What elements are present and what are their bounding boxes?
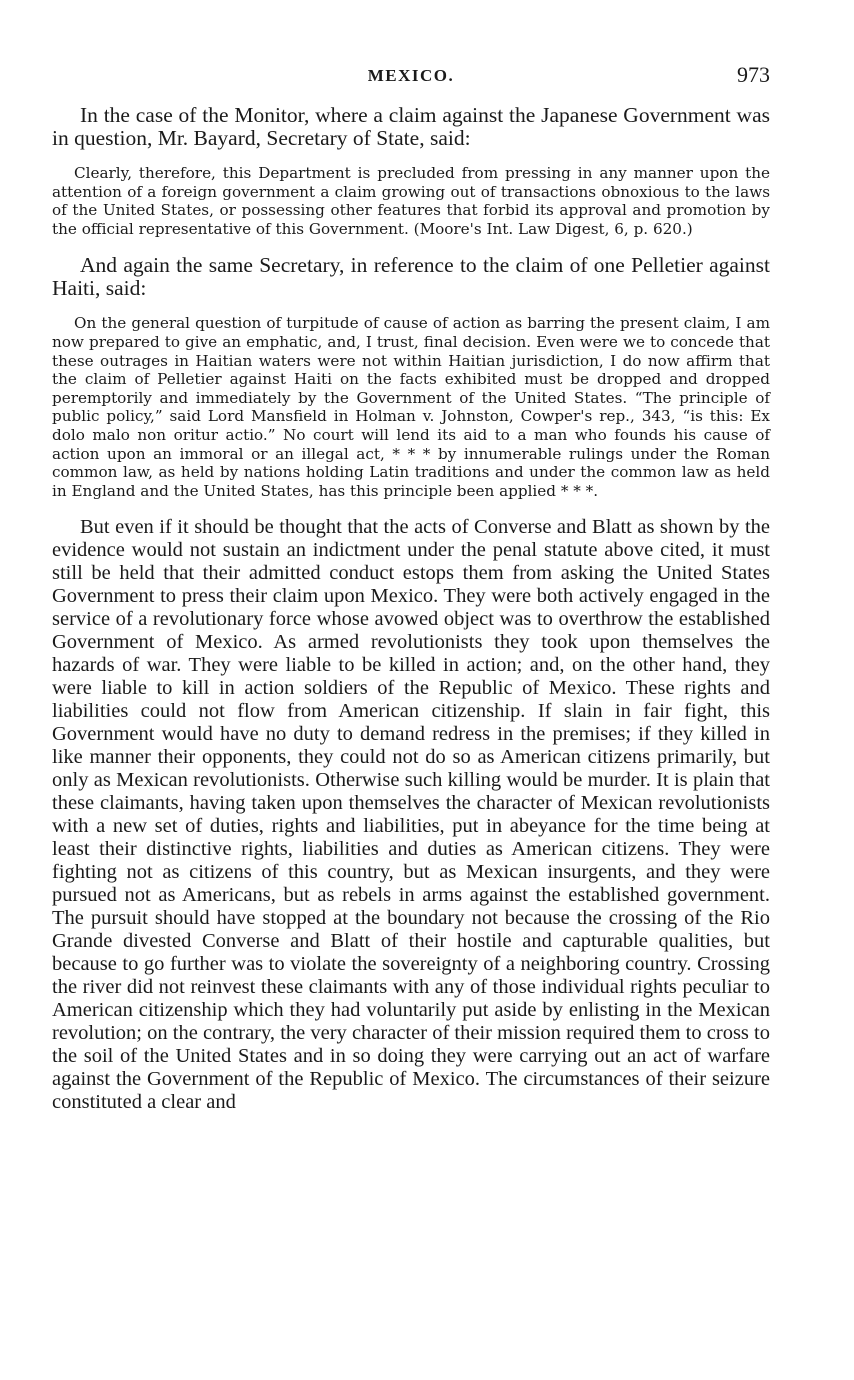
running-head <box>52 60 770 94</box>
intro-paragraph-pelletier: And again the same Secretary, in reference to the claim of one Pelletier against Haiti, said: <box>52 253 770 301</box>
running-title: MEXICO. <box>367 66 455 85</box>
block-quote-monitor: Clearly, therefore, this Department is precluded from pressing in any manner upon the attention of a foreign government a claim growing out of transactions obnoxious to the laws of the United States, or possessing other features that forbid its approval and promotion by the official representative of this Government. (Moore's Int. Law Digest, 6, p. 620.) <box>52 164 770 238</box>
page-number: 973 <box>737 62 770 87</box>
main-paragraph: But even if it should be thought that the acts of Converse and Blatt as shown by the evidence would not sustain an indictment under the penal statute above cited, it must still be held that their admitted conduct estops them from asking the United States Government to press their claim upon Mexico. They were both actively engaged in the service of a revolutionary force whose avowed object was to overthrow the established Government of Mexico. As armed revolutionists they took upon themselves the hazards of war. They were liable to be killed in action; and, on the other hand, they were liable to kill in action soldiers of the Republic of Mexico. These rights and liabilities could not flow from American citizenship. If slain in fair fight, this Government would have no duty to demand redress in the premises; if they killed in like manner their opponents, they could not do so as American citizens primarily, but only as Mexican revolutionists. Otherwise such killing would be murder. It is plain that these claimants, having taken upon themselves the character of Mexican revolutionists with a new set of duties, rights and liabilities, put in abeyance for the time being at least their distinctive rights, liabilities and duties as American citizens. They were fighting not as citizens of this country, but as Mexican insurgents, and they were pursued not as Americans, but as rebels in arms against the established government. The pursuit should have stopped at the boundary not because the crossing of the Rio Grande divested Converse and Blatt of their hostile and capturable qualities, but because to go further was to violate the sovereignty of a neighboring country. Crossing the river did not reinvest these claimants with any of those individual rights peculiar to American citizenship which they had voluntarily put aside by enlisting in the Mexican revolution; on the contrary, the very character of their mission required them to cross to the soil of the United States and in so doing they were carrying out an act of warfare against the Government of the Republic of Mexico. The circumstances of their seizure constituted a clear and <box>52 516 770 1114</box>
document-page <box>52 60 770 1114</box>
block-quote-pelletier: On the general question of turpitude of cause of action as barring the present claim, I am now prepared to give an emphatic, and, I trust, final decision. Even were we to concede that these outrages in Haitian waters were not within Haitian jurisdiction, I do now affirm that the claim of Pelletier against Haiti on the facts exhibited must be dropped and dropped peremptorily and immediately by the Government of the United States. “The principle of public policy,” said Lord Mansfield in Holman v. Johnston, Cowper's rep., 343, “is this: Ex dolo malo non oritur actio.” No court will lend its aid to a man who founds his cause of action upon an immoral or an illegal act, * * * by innumerable rulings under the Roman common law, as held by nations holding Latin traditions and under the common law as held in England and the United States, has this principle been applied * * *. <box>52 314 770 500</box>
intro-paragraph-monitor: In the case of the Monitor, where a claim against the Japanese Government was in question, Mr. Bayard, Secretary of State, said: <box>52 103 770 150</box>
